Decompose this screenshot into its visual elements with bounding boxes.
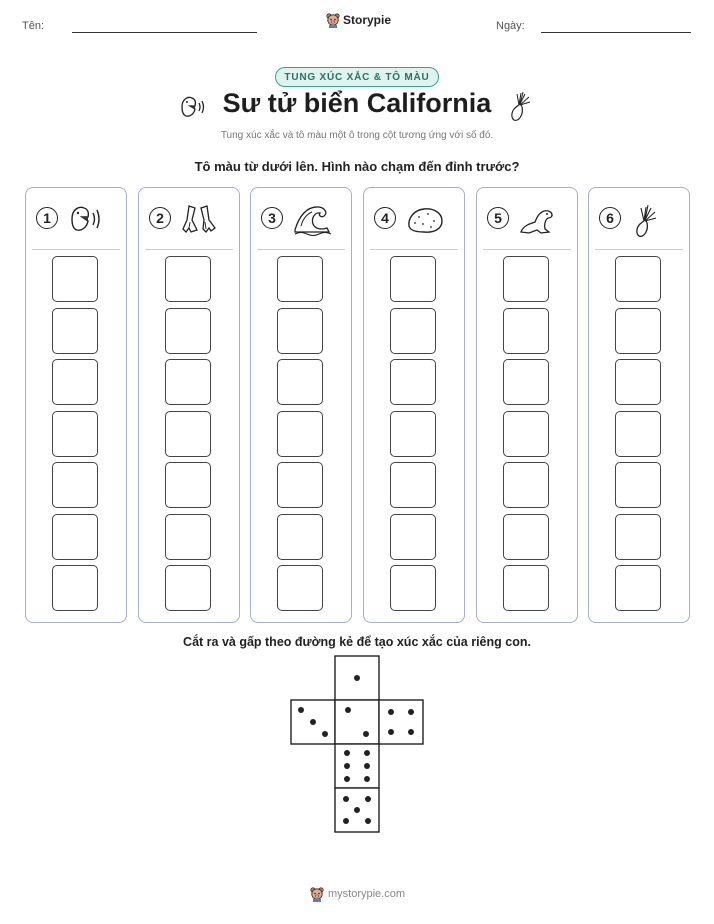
color-cell[interactable] <box>390 256 436 302</box>
sea-anemone-icon <box>508 90 532 122</box>
die-face-6 <box>335 744 379 788</box>
bear-mascot-icon <box>326 12 340 28</box>
column-divider <box>595 249 683 250</box>
color-cell[interactable] <box>277 308 323 354</box>
sea-lion-icon <box>517 202 561 236</box>
color-cell[interactable] <box>165 308 211 354</box>
color-cell[interactable] <box>390 359 436 405</box>
column-1 <box>25 187 127 623</box>
flippers-icon <box>179 202 223 236</box>
color-cell[interactable] <box>277 359 323 405</box>
rock-icon <box>404 202 448 236</box>
color-cells <box>52 256 100 617</box>
color-cell[interactable] <box>52 256 98 302</box>
color-cell[interactable] <box>277 514 323 560</box>
color-cell[interactable] <box>277 462 323 508</box>
color-cell[interactable] <box>52 359 98 405</box>
color-cell[interactable] <box>165 462 211 508</box>
color-cells <box>390 256 438 617</box>
color-cells <box>277 256 325 617</box>
color-cell[interactable] <box>615 256 661 302</box>
column-divider <box>483 249 571 250</box>
color-cell[interactable] <box>52 411 98 457</box>
color-cell[interactable] <box>165 256 211 302</box>
column-number: 3 <box>261 207 283 229</box>
column-number: 5 <box>487 207 509 229</box>
footer <box>310 886 405 902</box>
color-cell[interactable] <box>52 308 98 354</box>
column-2 <box>138 187 240 623</box>
color-cell[interactable] <box>503 308 549 354</box>
color-cells <box>165 256 213 617</box>
color-cell[interactable] <box>277 411 323 457</box>
color-cell[interactable] <box>52 462 98 508</box>
column-divider <box>370 249 458 250</box>
color-cell[interactable] <box>615 565 661 611</box>
brand-name: Storypie <box>343 13 392 27</box>
bear-mascot-icon <box>310 886 324 902</box>
column-number: 1 <box>36 207 58 229</box>
color-cell[interactable] <box>165 359 211 405</box>
color-cell[interactable] <box>503 514 549 560</box>
column-divider <box>145 249 233 250</box>
color-cell[interactable] <box>277 256 323 302</box>
color-cell[interactable] <box>52 565 98 611</box>
color-cell[interactable] <box>165 565 211 611</box>
color-cell[interactable] <box>52 514 98 560</box>
name-label: Tên: <box>22 20 45 32</box>
color-cells <box>503 256 551 617</box>
color-cell[interactable] <box>390 462 436 508</box>
color-cell[interactable] <box>503 411 549 457</box>
color-cell[interactable] <box>615 359 661 405</box>
column-3 <box>250 187 352 623</box>
dice-net[interactable] <box>290 655 426 837</box>
color-cell[interactable] <box>615 514 661 560</box>
color-cell[interactable] <box>503 256 549 302</box>
color-cell[interactable] <box>503 359 549 405</box>
name-line[interactable] <box>72 32 257 33</box>
column-divider <box>257 249 345 250</box>
color-cell[interactable] <box>390 514 436 560</box>
cut-instruction: Cắt ra và gấp theo đường kẻ để tạo xúc xắc của riêng con. <box>183 635 531 649</box>
color-cells <box>615 256 663 617</box>
activity-badge: TUNG XÚC XẮC & TÔ MÀU <box>275 67 439 87</box>
color-cell[interactable] <box>390 308 436 354</box>
color-cell[interactable] <box>277 565 323 611</box>
column-number: 2 <box>149 207 171 229</box>
sea-lion-head-barking-icon <box>66 202 110 236</box>
color-cell[interactable] <box>615 308 661 354</box>
column-divider <box>32 249 120 250</box>
date-label: Ngày: <box>496 20 525 32</box>
subtitle: Tung xúc xắc và tô màu một ô trong cột tương ứng với số đó. <box>220 130 494 141</box>
color-cell[interactable] <box>615 411 661 457</box>
column-5 <box>476 187 578 623</box>
date-line[interactable] <box>541 32 691 33</box>
color-cell[interactable] <box>390 565 436 611</box>
color-cell[interactable] <box>390 411 436 457</box>
die-face-4 <box>379 700 423 744</box>
column-4 <box>363 187 465 623</box>
footer-url[interactable]: mystorypie.com <box>328 888 406 900</box>
color-cell[interactable] <box>503 565 549 611</box>
instruction: Tô màu từ dưới lên. Hình nào chạm đến đỉnh trước? <box>194 159 520 174</box>
color-cell[interactable] <box>615 462 661 508</box>
page-title: Sư tử biển California <box>222 88 492 118</box>
color-cell[interactable] <box>165 514 211 560</box>
sea-anemone-icon <box>629 202 673 238</box>
column-number: 6 <box>599 207 621 229</box>
wave-icon <box>291 202 335 236</box>
color-cell[interactable] <box>503 462 549 508</box>
brand-logo <box>326 12 391 28</box>
column-number: 4 <box>374 207 396 229</box>
column-6 <box>588 187 690 623</box>
color-cell[interactable] <box>165 411 211 457</box>
die-face-5-center <box>335 700 379 744</box>
